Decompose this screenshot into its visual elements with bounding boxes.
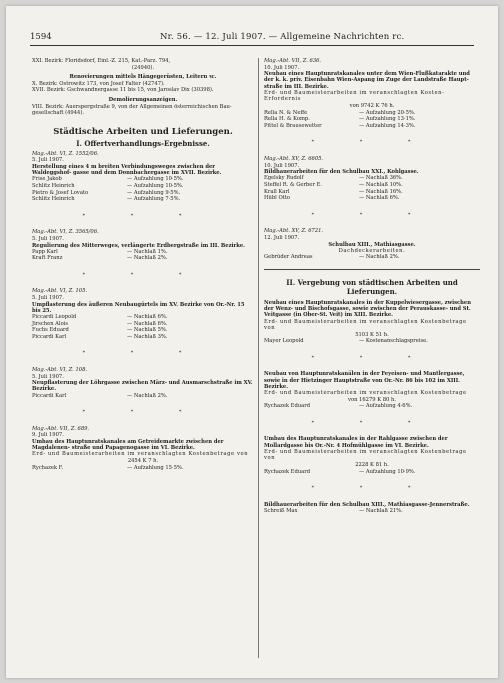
bid-result: — Aufzahlung 9·5%.: [127, 189, 181, 196]
entry-cost-line: Erd- und Baumeisterarbeiten im veranschlagten Kostenbetrage von: [32, 451, 249, 458]
bid-result: — Nachlaß 2%.: [127, 392, 168, 399]
bid-row: [32, 196, 254, 203]
bidder-name: Piccardi Leopold: [32, 314, 77, 321]
tender-entry: [264, 300, 480, 345]
bid-row: [264, 116, 480, 123]
entry-date: 5. Juli 1907.: [32, 373, 64, 380]
header-rule: [30, 45, 474, 46]
bidder-name: Pittel & Brausewetter: [264, 122, 322, 129]
bid-result: — Nachlaß 36%.: [359, 175, 403, 182]
bidder-name: Pietro & Josef Lovato: [32, 189, 89, 196]
bid-result: — Aufzahlung 10·9%.: [359, 468, 416, 475]
bid-row: [264, 189, 480, 196]
entry-date: 5. Juli 1907.: [32, 295, 64, 302]
notice-line: XXI. Bezirk: Floridsdorf, Einl.-Z. 215, Kat.-Parz. 794,: [32, 58, 171, 64]
bid-result: — Nachlaß 10%.: [359, 181, 403, 188]
bid-row: [32, 393, 254, 400]
entry-description: Herstellung eines 4 m breiten Verbindungsweges zwischen der Waldeggshof- gasse und dem Donnbachergasse im XVII. Bezirke.: [32, 163, 222, 177]
running-title: Nr. 56. — 12. Juli 1907. — Allgemeine Nachrichten rc.: [160, 32, 405, 42]
tender-entry: [264, 156, 480, 202]
entry-reference: Mag.-Abt. VI, Z. 105.: [32, 288, 88, 295]
bid-result: — Nachlaß 3%.: [127, 333, 168, 340]
entry-cost-line: Erd- und Baumeisterarbeiten im veranschlagten Kostenbetrage von: [264, 448, 467, 462]
entry-date: 9. Juli 1907.: [32, 432, 64, 439]
bid-result: — Nachlaß 6%.: [359, 195, 400, 202]
tender-entry: [264, 436, 480, 475]
entry-reference: Mag.-Abt. XV, Z. 6721.: [264, 228, 324, 235]
bidder-name: Rychazek F.: [32, 464, 64, 471]
bidder-name: Rychazek Eduard: [264, 468, 311, 475]
bid-result: — Nachlaß 6%.: [127, 314, 168, 321]
entry-cost-line: Erd- und Baumeisterarbeiten im veranschlagten Kostenbetrage von: [264, 318, 467, 332]
entry-description: Umbau des Hauptunratskanales am Getreidemarkte zwischen der Magdalenen- straße und Papagenogasse im VI. Bezirke.: [32, 439, 224, 452]
tender-entry: [32, 151, 254, 203]
bid-result: — Nachlaß 1%.: [127, 248, 168, 255]
bid-row: [32, 183, 254, 190]
entry-date: 12. Juli 1907.: [264, 234, 300, 241]
column-divider: [258, 58, 259, 658]
section-title: Städtische Arbeiten und Lieferungen.: [53, 126, 233, 137]
tender-entry: [32, 367, 254, 399]
notice-line: (24940).: [131, 64, 155, 71]
entry-cost-line: Dachdeckerarbeiten.: [338, 247, 406, 254]
entry-description: Umbau des Hauptunratskanales in der Rahlgasse zwischen der Mollardgasse bis Or.-Nr. 4 Hofmühlgasse im VI. Bezirke.: [264, 436, 448, 449]
bid-row: [32, 255, 254, 262]
bid-row: [32, 190, 254, 197]
bid-result: — Aufzahlung 14·3%.: [359, 122, 416, 129]
notice-line: X. Bezirk: Ostrowitz 173, von Josef Falter (42747).: [32, 80, 165, 87]
bidder-name: Frise Jakob: [32, 176, 62, 183]
separator-stars: * * *: [311, 354, 433, 361]
entry-cost-amount: 5103 K 51 h.: [355, 331, 389, 338]
entry-description: Neubau von Hauptunratskanälen in der Feyeisen- und Mantlergasse, sowie in der Hietzinger Hauptstraße von Or.-Nr. 86 bis 102 im XIII. Bezirke.: [264, 371, 465, 390]
bidder-name: Steffel R. & Gerber E.: [264, 181, 322, 188]
bidder-name: Piccardi Karl: [32, 392, 67, 399]
left-column: [32, 58, 254, 471]
entry-date: 5. Juli 1907.: [32, 157, 64, 164]
tender-entry: [32, 288, 254, 340]
entry-cost-amount: von 16279 K 80 h.: [348, 396, 396, 403]
tender-entry: [32, 229, 254, 262]
bid-result: — Kostenanschlagspreise.: [359, 338, 428, 345]
entry-cost-amount: 2228 K 81 h.: [355, 462, 389, 469]
bid-row: [32, 334, 254, 341]
bid-result: — Aufzahlung 13·1%.: [359, 116, 416, 123]
bid-result: — Nachlaß 16%.: [359, 188, 403, 195]
bidder-name: Rychazek Eduard: [264, 403, 311, 410]
entry-description: Neubau eines Hauptunratskanales in der Kuppelwiesergasse, zwischen der Wenz- und Bischofsgasse, sowie zwischen der Perauskasse- und St. Veitgasse (in Ober-St. Veit) im XIII. Bezirke.: [264, 299, 471, 319]
bid-result: — Aufzahlung 4·6%.: [359, 403, 413, 410]
bid-row: [32, 321, 254, 328]
bid-row: [264, 403, 480, 410]
separator-stars: * * *: [82, 350, 204, 357]
bid-row: [32, 327, 254, 334]
bid-result: — Nachlaß 21%.: [359, 508, 403, 515]
subsection-title: I. Offertverhandlungs-Ergebnisse.: [76, 138, 210, 148]
separator-stars: * * *: [82, 271, 204, 278]
section-divider: [264, 269, 480, 270]
bidder-name: Schlitz Heinrich: [32, 182, 75, 189]
bid-result: — Aufzahlung 15·5%.: [127, 464, 184, 471]
bid-row: [264, 254, 480, 261]
entry-description: Bildhauerarbeiten für den Schulbau XXI., Kohlgasse.: [264, 169, 419, 176]
separator-stars: * * *: [311, 485, 433, 492]
section-title: II. Vergebung von städtischen Arbeiten und Lieferungen.: [286, 277, 458, 296]
entry-reference: Mag.-Abt. VI, Z. 1552/06.: [32, 150, 99, 157]
separator-stars: * * *: [311, 139, 433, 146]
bidder-name: Papp Karl: [32, 248, 58, 255]
entry-cost-amount: 2454 K 7 h.: [127, 458, 159, 465]
notice-heading: Demolierungsanzeigen.: [108, 96, 178, 103]
entry-reference: Mag.-Abt. XV, Z. 6605.: [264, 155, 324, 162]
bidder-name: Jirschen Alois: [32, 320, 69, 327]
entry-reference: Mag.-Abt. VII, Z. 689.: [32, 425, 90, 432]
entry-reference: Mag.-Abt. VII, Z. 636.: [264, 58, 322, 64]
bidder-name: Piccardi Karl: [32, 333, 67, 340]
entry-description: Regulierung des Mitterweges, verlängerte Erdbergstraße im III. Bezirke.: [32, 242, 245, 249]
bid-result: — Aufzahlung 10·5%.: [127, 182, 184, 189]
entry-cost-line: Erd- und Baumeisterarbeiten im veranschlagten Kostenbetrage: [264, 390, 467, 397]
bid-row: [264, 508, 480, 515]
bidder-name: Hübl Otto: [264, 195, 291, 202]
bid-row: [264, 338, 480, 345]
bidder-name: Fuchs Eduard: [32, 327, 69, 334]
entry-reference: Mag.-Abt. VI, Z. 3565/06.: [32, 229, 99, 236]
tender-entry: [264, 371, 480, 409]
tender-entry: [264, 58, 480, 129]
bidder-name: Schreiß Max: [264, 508, 298, 515]
bid-result: — Nachlaß 5%.: [127, 327, 168, 334]
separator-stars: * * *: [311, 419, 433, 426]
entry-cost-amount: von 9742 K 76 h.: [349, 102, 395, 109]
bid-row: [264, 182, 480, 189]
bid-result: — Nachlaß 2%.: [359, 254, 400, 261]
bid-result: — Nachlaß 2%.: [127, 255, 168, 262]
bid-row: [264, 175, 480, 182]
bidder-name: Mayer Leopold: [264, 338, 304, 345]
entry-description: Umpflasterung des äußeren Neubaugürtels im XV. Bezirke von Or.-Nr. 15 bis 25.: [32, 301, 245, 314]
bid-row: [32, 465, 254, 472]
notice-line: XVII. Bezirk: Gschwandnergasse 11 bis 15, von Jaroslav Dix (30398).: [32, 87, 214, 94]
separator-stars: * * *: [311, 211, 433, 218]
entry-description: Schulbau XIII., Mathiasgasse.: [328, 241, 416, 248]
bidder-name: Egelsky Rudolf: [264, 175, 304, 182]
entry-date: 10. Juli 1907.: [264, 162, 300, 169]
newspaper-page: [6, 6, 498, 678]
separator-stars: * * *: [82, 212, 204, 219]
tender-entry: [264, 228, 480, 261]
tender-entry: [264, 502, 480, 515]
bid-row: [264, 123, 480, 130]
bidder-name: Kraft Franz: [32, 255, 63, 262]
entry-description: Neupflasterung der Löhrgasse zwischen März- und Ausmarschstraße im XV. Bezirke.: [32, 380, 253, 393]
bid-row: [264, 469, 480, 476]
entry-date: 5. Juli 1907.: [32, 235, 64, 242]
bid-row: [32, 249, 254, 256]
notice-heading: Renovierungen mittels Hängegerüsten, Leitern ꝛc.: [69, 74, 217, 81]
bidder-name: Schlitz Heinrich: [32, 196, 75, 203]
page-header: [30, 32, 474, 44]
bid-row: [264, 195, 480, 202]
bid-result: — Aufzahlung 7·5%.: [127, 196, 181, 203]
entry-cost-line: Erd- und Baumeisterarbeiten im veranschlagten Kosten-Erfordernis: [264, 89, 445, 103]
bid-result: — Nachlaß 6%.: [127, 320, 168, 327]
bid-result: — Aufzahlung 20·5%.: [359, 109, 416, 116]
notice-line: gesellschaft (4944).: [32, 110, 84, 117]
entry-date: 10. Juli 1907.: [264, 64, 300, 71]
notice-line: VIII. Bezirk: Auerspergstraße 9, von der Allgemeinen österreichischen Bau-: [32, 103, 232, 110]
bid-result: — Aufzahlung 10·5%.: [127, 176, 184, 183]
bidder-name: Gebrüder Andreas: [264, 254, 313, 261]
entry-reference: Mag.-Abt. VI, Z. 108.: [32, 367, 88, 374]
bid-row: [32, 176, 254, 183]
bid-row: [32, 314, 254, 321]
bidder-name: Krall Karl: [264, 188, 290, 195]
entry-description: Neubau eines Hauptunratskanales unter dem Wien-Flußkatarakte und der k. k. priv. Eisenbahn Wien-Aspang im Zuge der Landstraße Haupt- straße im III. Bezirke.: [264, 71, 470, 90]
separator-stars: * * *: [82, 409, 204, 416]
bid-row: [264, 110, 480, 117]
bidder-name: Rella N. & Neffe: [264, 109, 308, 116]
page-number: 1594: [30, 32, 52, 42]
entry-description: Bildhauerarbeiten für den Schulbau XIII., Mathiasgasse-Jennerstraße.: [264, 501, 470, 508]
bidder-name: Rella H. & Komp.: [264, 116, 310, 123]
tender-entry: [32, 426, 254, 471]
right-column: [264, 58, 480, 515]
